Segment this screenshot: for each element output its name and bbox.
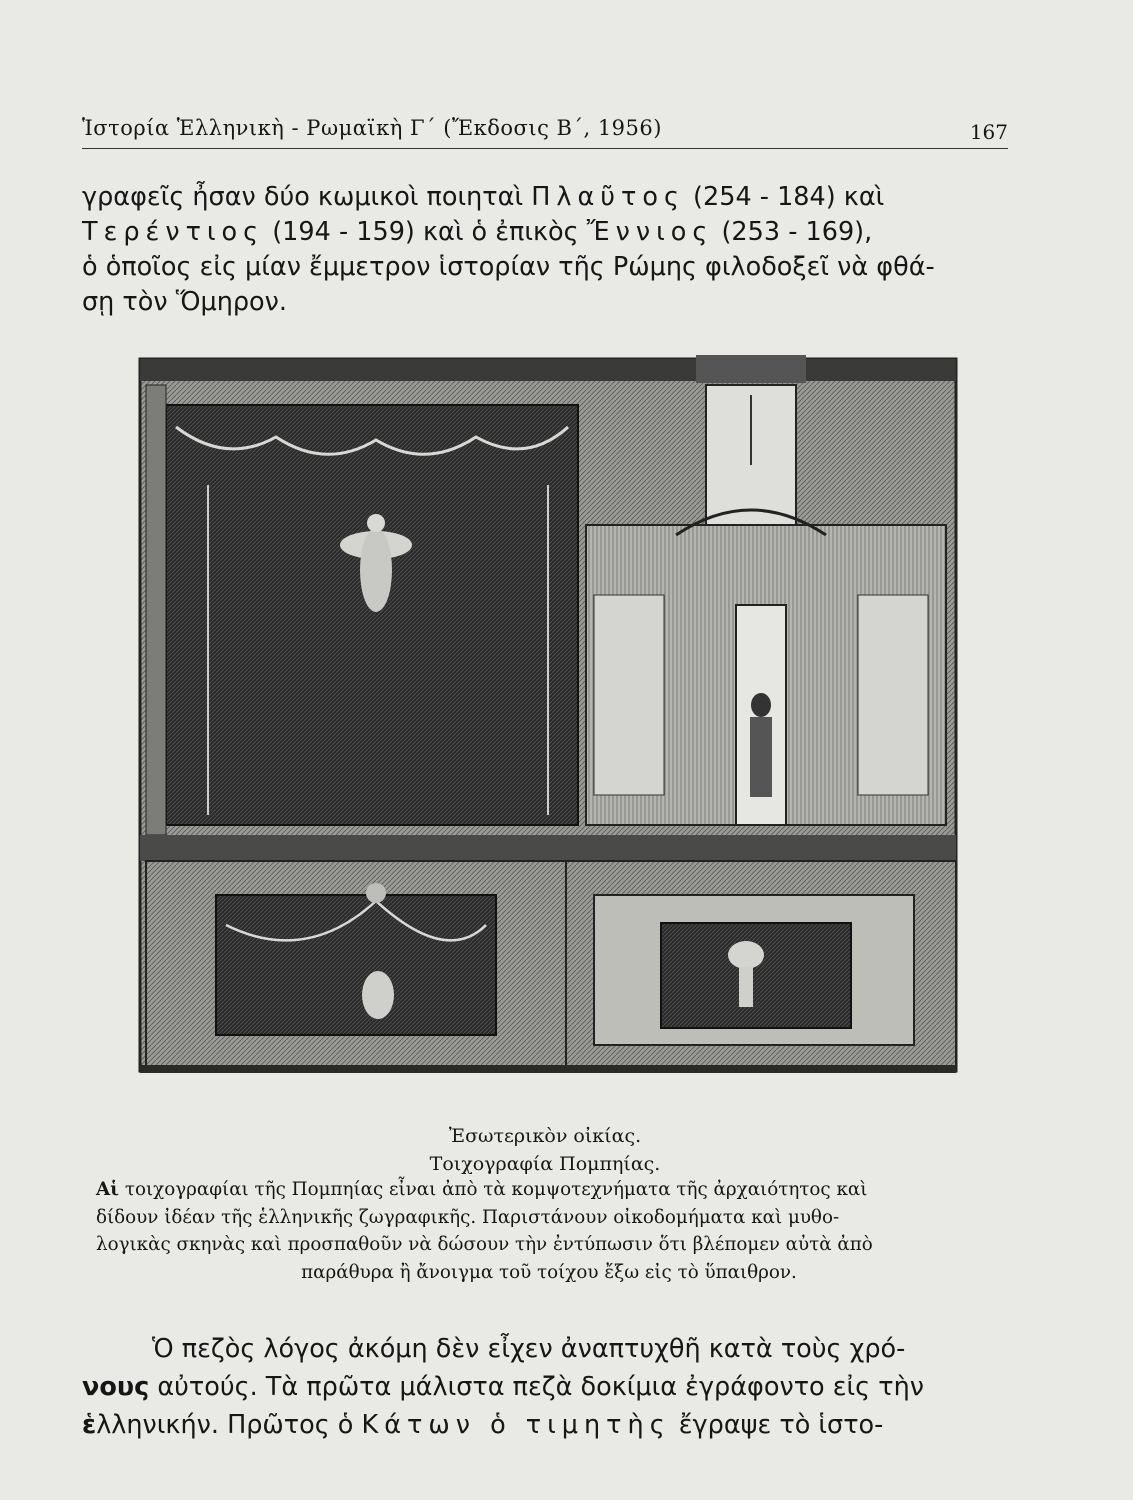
- note-line-4: παράθυρα ἢ ἄνοιγμα τοῦ τοίχου ἔξω εἰς τὸ ὕπαιθρον.: [301, 1261, 797, 1283]
- closing-text: λληνικήν. Πρῶτος ὁ: [96, 1410, 362, 1440]
- closing-line-2: [82, 1368, 1012, 1406]
- running-header: [82, 116, 1008, 149]
- note-line-1: [96, 1176, 1002, 1204]
- intro-text: (253 - 169),: [713, 217, 873, 247]
- closing-text: ἔγραψε τὸ ἱστο-: [670, 1410, 884, 1440]
- intro-line-2: [82, 215, 1012, 250]
- note-text: τοιχογραφίαι τῆς Πομπηίας εἶναι ἀπὸ τὰ κομψοτεχνήματα τῆς ἀρχαιότητος καὶ: [119, 1179, 868, 1200]
- figure-caption-subtitle: Τοιχογραφία Πομπηίας.: [429, 1153, 661, 1175]
- note-line-3: λογικὰς σκηνὰς καὶ προσπαθοῦν νὰ δώσουν τὴν ἐντύπωσιν ὅτι βλέπομεν αὐτὰ ἀπὸ: [96, 1234, 873, 1255]
- figure-caption-title: Ἐσωτερικὸν οἰκίας.: [448, 1125, 642, 1147]
- closing-paragraph: [82, 1330, 1012, 1444]
- closing-line-1: Ὁ πεζὸς λόγος ἀκόμη δὲν εἶχεν ἀναπτυχθῆ κατὰ τοὺς χρό-: [152, 1334, 906, 1364]
- fresco-engraving: [136, 345, 960, 1085]
- name-cato: Κάτων ὁ τιμητὴς: [361, 1410, 671, 1440]
- page-number: 167: [969, 120, 1008, 144]
- intro-text: (194 - 159) καὶ ὁ ἐπικὸς: [264, 217, 587, 247]
- name-plautus: Πλαῦτος: [531, 182, 685, 212]
- header-title: Ἱστορία Ἑλληνικὴ - Ρωμαϊκὴ Γ΄ (Ἔκδοσις Β΄, 1956): [82, 116, 662, 140]
- closing-text: αὐτούς. Τὰ πρῶτα μάλιστα πεζὰ δοκίμια ἐγράφοντο εἰς τὴν: [149, 1372, 925, 1402]
- note-line-2: δίδουν ἰδέαν τῆς ἑλληνικῆς ζωγραφικῆς. Παριστάνουν οἰκοδομήματα καὶ μυθο-: [96, 1206, 840, 1228]
- figure-note: [96, 1176, 1002, 1286]
- name-terentius: Τερέντιος: [82, 217, 265, 247]
- note-initial: Αἱ: [96, 1179, 120, 1200]
- fresco-illustration: [136, 345, 960, 1085]
- name-ennius: Ἔννιος: [586, 217, 714, 247]
- intro-line-3: ὁ ὁποῖος εἰς μίαν ἔμμετρον ἱστορίαν τῆς Ρώμης φιλοδοξεῖ νὰ φθά-: [82, 252, 935, 282]
- intro-paragraph: [82, 180, 1012, 320]
- closing-line-3: [82, 1406, 1012, 1444]
- intro-text: γραφεῖς ἦσαν δύο κωμικοὶ ποιηταὶ: [82, 182, 532, 212]
- closing-bold-word: νους: [82, 1372, 150, 1402]
- closing-bold-letter: ἑ: [82, 1410, 97, 1440]
- intro-line-4: σῃ τὸν Ὅμηρον.: [82, 287, 287, 317]
- intro-text: (254 - 184) καὶ: [684, 182, 885, 212]
- intro-line-1: [82, 180, 1012, 215]
